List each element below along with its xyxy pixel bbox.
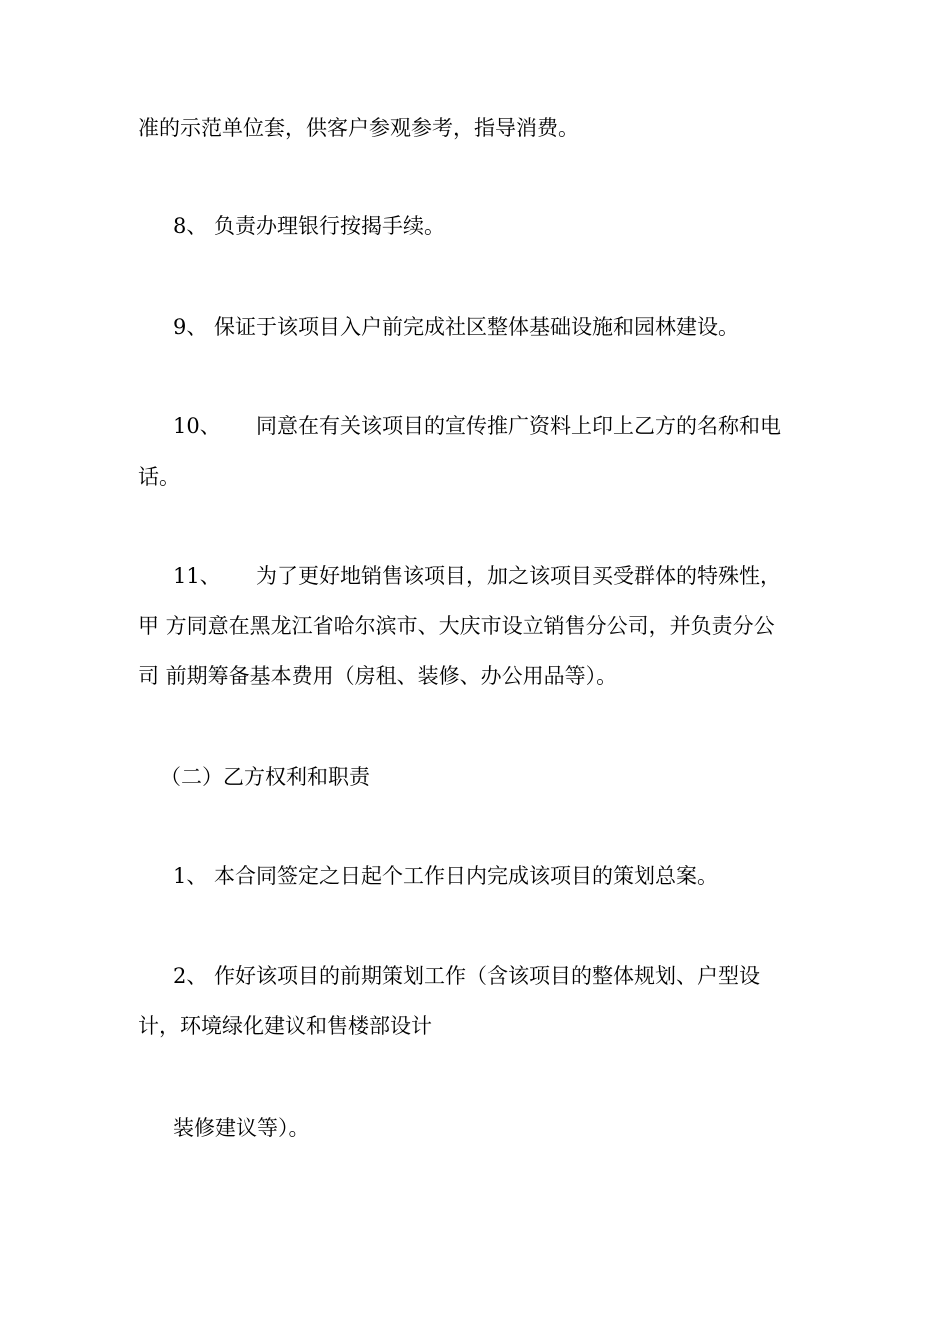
list-item-9: 9、 保证于该项目入户前完成社区整体基础设施和园林建设。 (173, 315, 740, 339)
paragraph-line: 装修建议等）。 (173, 1116, 310, 1140)
list-item-10-continuation: 话。 (138, 465, 180, 489)
list-item-10-text: 同意在有关该项目的宣传推广资料上印上乙方的名称和电 (256, 414, 781, 438)
list-item-8: 8、 负责办理银行按揭手续。 (173, 214, 446, 238)
list-item-11-continuation-1: 甲 方同意在黑龙江省哈尔滨市、大庆市设立销售分公司，并负责分公 (138, 614, 775, 638)
list-item-11-continuation-2: 司 前期筹备基本费用（房租、装修、办公用品等）。 (138, 664, 618, 688)
section-heading: （二）乙方权利和职责 (160, 765, 370, 789)
list-item-10-number: 10、 (173, 414, 221, 438)
list-item-1: 1、 本合同签定之日起个工作日内完成该项目的策划总案。 (173, 864, 719, 888)
list-item-2-continuation: 计，环境绿化建议和售楼部设计 (138, 1014, 432, 1038)
paragraph-line: 准的示范单位套，供客户参观参考，指导消费。 (138, 116, 579, 140)
list-item-11-text: 为了更好地销售该项目，加之该项目买受群体的特殊性， (256, 564, 781, 588)
list-item-2: 2、 作好该项目的前期策划工作（含该项目的整体规划、户型设 (173, 964, 761, 988)
list-item-11-number: 11、 (173, 564, 221, 588)
